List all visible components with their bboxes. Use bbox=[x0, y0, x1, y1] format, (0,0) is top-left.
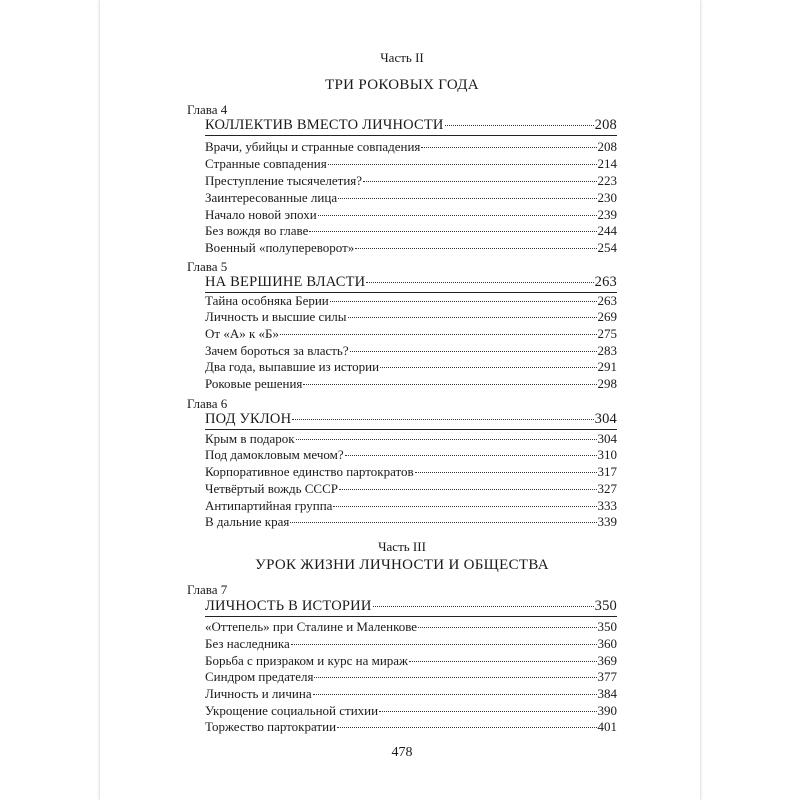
page-ref: 214 bbox=[597, 156, 617, 171]
leader-dots bbox=[330, 301, 597, 302]
leader-dots bbox=[313, 694, 597, 695]
page-ref: 208 bbox=[597, 139, 617, 154]
section-title: Торжество партократии bbox=[205, 719, 337, 734]
toc-entry[interactable] bbox=[205, 139, 617, 155]
toc-entry[interactable] bbox=[205, 686, 617, 702]
leader-dots bbox=[373, 606, 594, 607]
section-title: Странные совпадения bbox=[205, 156, 327, 171]
toc-entry[interactable] bbox=[205, 293, 617, 309]
toc-entry[interactable] bbox=[205, 514, 617, 530]
leader-dots bbox=[409, 661, 596, 662]
page-ref: 254 bbox=[597, 240, 617, 255]
toc-entry[interactable] bbox=[205, 326, 617, 342]
leader-dots bbox=[348, 317, 597, 318]
section-title: «Оттепель» при Сталине и Маленкове bbox=[205, 619, 418, 634]
page-ref: 369 bbox=[597, 653, 617, 668]
left-margin bbox=[0, 0, 100, 800]
section-title: Зачем бороться за власть? bbox=[205, 343, 349, 358]
page-ref: 384 bbox=[597, 686, 617, 701]
chapter-title: КОЛЛЕКТИВ ВМЕСТО ЛИЧНОСТИ bbox=[205, 117, 444, 133]
section-title: В дальние края bbox=[205, 514, 290, 529]
toc-entry[interactable] bbox=[205, 309, 617, 325]
page-ref: 360 bbox=[597, 636, 617, 651]
section-title: Без вождя во главе bbox=[205, 223, 309, 238]
chapter-label: Глава 6 bbox=[187, 396, 228, 411]
section-title: Преступление тысячелетия? bbox=[205, 173, 363, 188]
page-ref: 230 bbox=[597, 190, 617, 205]
section-title: Синдром предателя bbox=[205, 669, 314, 684]
divider bbox=[205, 616, 617, 617]
leader-dots bbox=[296, 439, 597, 440]
toc-entry[interactable] bbox=[205, 447, 617, 463]
leader-dots bbox=[314, 677, 596, 678]
toc-entry[interactable] bbox=[205, 619, 617, 635]
section-title: Борьба с призраком и курс на мираж bbox=[205, 653, 409, 668]
leader-dots bbox=[445, 125, 594, 126]
page-ref: 239 bbox=[597, 207, 617, 222]
page-ref: 317 bbox=[597, 464, 617, 479]
leader-dots bbox=[366, 282, 593, 283]
leader-dots bbox=[337, 727, 596, 728]
leader-dots bbox=[292, 419, 593, 420]
toc-entry[interactable] bbox=[205, 431, 617, 447]
toc-entry[interactable] bbox=[205, 464, 617, 480]
page-ref: 304 bbox=[594, 411, 617, 427]
page-ref: 339 bbox=[597, 514, 617, 529]
section-title: Роковые решения bbox=[205, 376, 303, 391]
section-title: Два года, выпавшие из истории bbox=[205, 359, 380, 374]
page-ref: 283 bbox=[597, 343, 617, 358]
page-ref: 298 bbox=[597, 376, 617, 391]
toc-entry[interactable] bbox=[205, 223, 617, 239]
divider bbox=[205, 429, 617, 430]
toc-entry[interactable] bbox=[205, 190, 617, 206]
page-ref: 333 bbox=[597, 498, 617, 513]
section-title: Тайна особняка Берии bbox=[205, 293, 329, 308]
toc-entry[interactable] bbox=[205, 343, 617, 359]
leader-dots bbox=[380, 367, 596, 368]
section-title: Под дамокловым мечом? bbox=[205, 447, 344, 462]
section-title: Заинтересованные лица bbox=[205, 190, 338, 205]
chapter-title: ПОД УКЛОН bbox=[205, 411, 292, 427]
leader-dots bbox=[363, 181, 596, 182]
toc-entry[interactable] bbox=[205, 376, 617, 392]
section-title: Укрощение социальной стихии bbox=[205, 703, 379, 718]
book-page bbox=[100, 0, 700, 800]
chapter-title-entry[interactable] bbox=[205, 116, 617, 134]
chapter-title-entry[interactable] bbox=[205, 597, 617, 615]
right-margin bbox=[700, 0, 800, 800]
page-ref: 310 bbox=[597, 447, 617, 462]
leader-dots bbox=[280, 334, 597, 335]
chapter-title-entry[interactable] bbox=[205, 410, 617, 428]
leader-dots bbox=[418, 627, 596, 628]
toc-entry[interactable] bbox=[205, 636, 617, 652]
leader-dots bbox=[290, 522, 596, 523]
section-title: Четвёртый вождь СССР bbox=[205, 481, 339, 496]
page-ref: 401 bbox=[597, 719, 617, 734]
chapter-label: Глава 5 bbox=[187, 259, 228, 274]
page-ref: 263 bbox=[594, 274, 617, 290]
page-ref: 350 bbox=[597, 619, 617, 634]
chapter-label: Глава 4 bbox=[187, 102, 228, 117]
toc-entry[interactable] bbox=[205, 669, 617, 685]
chapter-title: НА ВЕРШИНЕ ВЛАСТИ bbox=[205, 274, 366, 290]
part-label: Часть III bbox=[378, 539, 426, 554]
page-ref: 244 bbox=[597, 223, 617, 238]
page-ref: 350 bbox=[594, 598, 617, 614]
section-title: Военный «полупереворот» bbox=[205, 240, 355, 255]
chapter-title: ЛИЧНОСТЬ В ИСТОРИИ bbox=[205, 598, 372, 614]
leader-dots bbox=[421, 147, 596, 148]
page-ref: 208 bbox=[594, 117, 617, 133]
leader-dots bbox=[415, 472, 597, 473]
leader-dots bbox=[291, 644, 597, 645]
leader-dots bbox=[350, 351, 597, 352]
section-title: Корпоративное единство партократов bbox=[205, 464, 414, 479]
section-title: Антипартийная группа bbox=[205, 498, 333, 513]
page-ref: 263 bbox=[597, 293, 617, 308]
section-title: Без наследника bbox=[205, 636, 290, 651]
leader-dots bbox=[345, 455, 597, 456]
page-ref: 304 bbox=[597, 431, 617, 446]
section-title: Личность и личина bbox=[205, 686, 312, 701]
divider bbox=[205, 135, 617, 136]
section-title: Личность и высшие силы bbox=[205, 309, 347, 324]
part-label: Часть II bbox=[380, 50, 424, 65]
page-number: 478 bbox=[391, 745, 413, 760]
leader-dots bbox=[303, 384, 596, 385]
page-ref: 275 bbox=[597, 326, 617, 341]
toc-entry[interactable] bbox=[205, 173, 617, 189]
leader-dots bbox=[309, 231, 596, 232]
page-ref: 291 bbox=[597, 359, 617, 374]
toc-entry[interactable] bbox=[205, 653, 617, 669]
leader-dots bbox=[355, 248, 596, 249]
page-ref: 327 bbox=[597, 481, 617, 496]
chapter-label: Глава 7 bbox=[187, 582, 228, 597]
leader-dots bbox=[338, 198, 596, 199]
section-title: Крым в подарок bbox=[205, 431, 295, 446]
part-title: ТРИ РОКОВЫХ ГОДА bbox=[325, 77, 479, 93]
toc-entry[interactable] bbox=[205, 156, 617, 172]
leader-dots bbox=[339, 489, 596, 490]
page-ref: 390 bbox=[597, 703, 617, 718]
leader-dots bbox=[333, 506, 596, 507]
page-ref: 377 bbox=[597, 669, 617, 684]
section-title: Начало новой эпохи bbox=[205, 207, 317, 222]
leader-dots bbox=[318, 215, 597, 216]
toc-entry[interactable] bbox=[205, 703, 617, 719]
page-ref: 223 bbox=[597, 173, 617, 188]
section-title: Врачи, убийцы и странные совпадения bbox=[205, 139, 421, 154]
leader-dots bbox=[328, 164, 597, 165]
toc-entry[interactable] bbox=[205, 207, 617, 223]
leader-dots bbox=[379, 711, 596, 712]
toc-entry[interactable] bbox=[205, 719, 617, 735]
section-title: От «А» к «Б» bbox=[205, 326, 279, 341]
page-ref: 269 bbox=[597, 309, 617, 324]
toc-entry[interactable] bbox=[205, 359, 617, 375]
part-title: УРОК ЖИЗНИ ЛИЧНОСТИ И ОБЩЕСТВА bbox=[255, 557, 549, 573]
toc-entry[interactable] bbox=[205, 481, 617, 497]
toc-entry[interactable] bbox=[205, 240, 617, 256]
toc-entry[interactable] bbox=[205, 498, 617, 514]
chapter-title-entry[interactable] bbox=[205, 273, 617, 291]
